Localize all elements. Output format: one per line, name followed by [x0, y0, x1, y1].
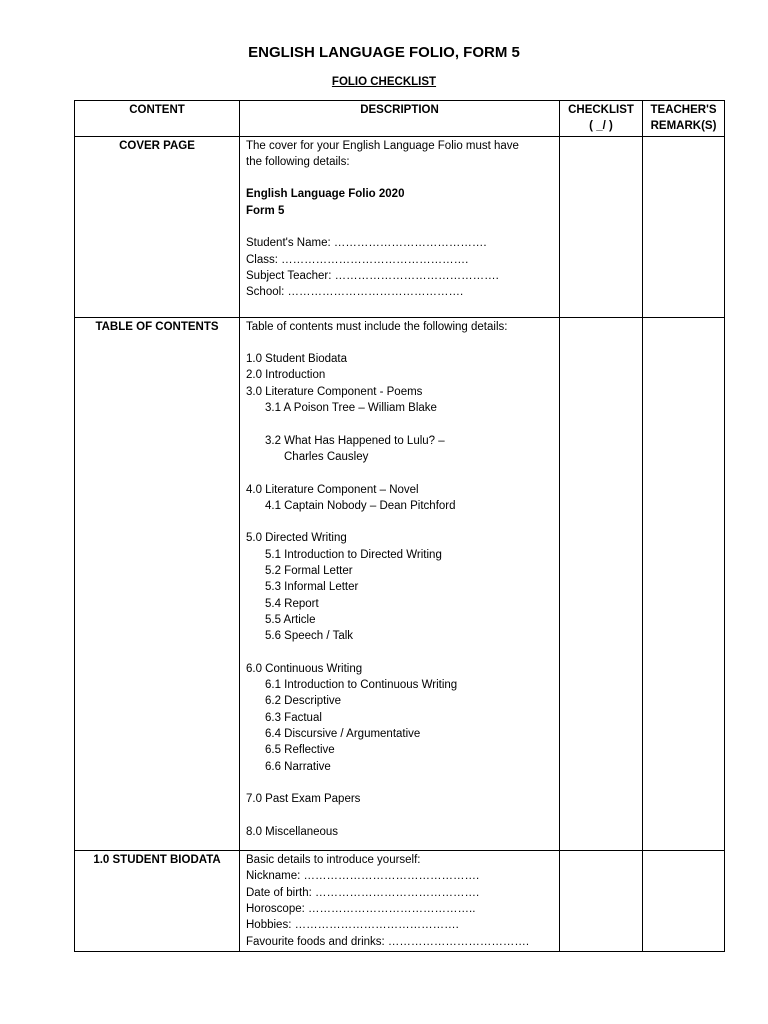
- toc-entry: 1.0 Student Biodata: [246, 353, 348, 366]
- description-line: Nickname: ……………………………………….: [246, 870, 480, 883]
- header-description: [240, 101, 560, 137]
- description-line: Student's Name: ………………………………….: [246, 237, 487, 250]
- description-line: School: ……………………………………….: [246, 286, 464, 299]
- line-gap: [246, 170, 553, 186]
- toc-subentry: 6.1 Introduction to Continuous Writing: [265, 679, 458, 692]
- toc-subentry: 3.2 What Has Happened to Lulu? –: [265, 434, 445, 447]
- toc-entry: 4.0 Literature Component – Novel: [246, 483, 419, 496]
- description-line: The cover for your English Language Folio must have: [246, 139, 519, 152]
- line-gap: [246, 219, 553, 235]
- header-content-label: CONTENT: [129, 104, 185, 116]
- description-line: Class: ………………………………………….: [246, 253, 469, 266]
- header-teacher-remarks: [643, 101, 725, 137]
- header-remark-label-1: TEACHER'S: [650, 104, 717, 116]
- header-checklist-mark: ( _/ ): [589, 120, 613, 133]
- description-cell: [240, 317, 560, 851]
- description-line: the following details:: [246, 155, 350, 168]
- header-checklist-label: CHECKLIST: [568, 104, 634, 116]
- header-row: [75, 101, 725, 137]
- description-line: Form 5: [246, 204, 285, 217]
- toc-subentry: Charles Causley: [284, 450, 369, 463]
- toc-subentry: 4.1 Captain Nobody – Dean Pitchford: [265, 499, 456, 512]
- line-gap: [246, 514, 553, 530]
- remark-cell: [643, 317, 725, 851]
- content-label: COVER PAGE: [119, 139, 195, 152]
- description-line: Basic details to introduce yourself:: [246, 854, 421, 867]
- toc-subentry: 5.3 Informal Letter: [265, 581, 359, 594]
- toc-subentry: 6.4 Discursive / Argumentative: [265, 727, 421, 740]
- description-line: Favourite foods and drinks: ……………………………….: [246, 935, 530, 948]
- header-remark-label-2: REMARK(S): [650, 120, 717, 133]
- description-line: English Language Folio 2020: [246, 188, 405, 201]
- line-gap: [246, 775, 553, 791]
- content-cell: [75, 136, 240, 317]
- line-gap: [246, 416, 553, 432]
- header-description-label: DESCRIPTION: [360, 104, 439, 116]
- toc-subentry: 6.6 Narrative: [265, 760, 331, 773]
- toc-subentry: 5.2 Formal Letter: [265, 565, 353, 578]
- description-line: Hobbies: …………………………………….: [246, 919, 459, 932]
- toc-subentry: 5.4 Report: [265, 597, 319, 610]
- toc-entry: 7.0 Past Exam Papers: [246, 793, 361, 806]
- toc-entry: 2.0 Introduction: [246, 369, 326, 382]
- toc-entry: 5.0 Directed Writing: [246, 532, 347, 545]
- line-gap: [246, 335, 553, 351]
- line-gap: [246, 465, 553, 481]
- description-line: Date of birth: …………………………………….: [246, 886, 480, 899]
- content-label: 1.0 STUDENT BIODATA: [93, 854, 221, 867]
- table-row-table-of-contents: [75, 317, 725, 851]
- toc-subentry: 5.1 Introduction to Directed Writing: [265, 548, 442, 561]
- table-row-cover-page: [75, 136, 725, 317]
- header-checklist: [560, 101, 643, 137]
- content-cell: [75, 317, 240, 851]
- document-subtitle: FOLIO CHECKLIST: [331, 76, 437, 88]
- header-content: [75, 101, 240, 137]
- remark-cell: [643, 136, 725, 317]
- document-title: ENGLISH LANGUAGE FOLIO, FORM 5: [248, 44, 520, 61]
- line-gap: [246, 645, 553, 661]
- description-line: Table of contents must include the following details:: [246, 320, 508, 333]
- checklist-cell: [560, 317, 643, 851]
- remark-cell: [643, 851, 725, 952]
- toc-entry: 8.0 Miscellaneous: [246, 825, 339, 838]
- checklist-cell: [560, 851, 643, 952]
- description-line: Horoscope: ……………………………………..: [246, 902, 476, 915]
- content-cell: [75, 851, 240, 952]
- toc-subentry: 5.6 Speech / Talk: [265, 630, 354, 643]
- toc-subentry: 6.2 Descriptive: [265, 695, 342, 708]
- description-cell: [240, 851, 560, 952]
- folio-checklist-table: [74, 100, 725, 952]
- toc-subentry: 6.3 Factual: [265, 711, 322, 724]
- toc-subentry: 5.5 Article: [265, 613, 316, 626]
- content-label: TABLE OF CONTENTS: [95, 320, 219, 333]
- checklist-cell: [560, 136, 643, 317]
- line-gap: [246, 807, 553, 823]
- toc-entry: 6.0 Continuous Writing: [246, 662, 363, 675]
- toc-subentry: 3.1 A Poison Tree – William Blake: [265, 402, 437, 415]
- description-line: Subject Teacher: …………………………………….: [246, 269, 499, 282]
- table-row-student-biodata: [75, 851, 725, 952]
- toc-subentry: 6.5 Reflective: [265, 744, 335, 757]
- description-cell: [240, 136, 560, 317]
- toc-entry: 3.0 Literature Component - Poems: [246, 385, 423, 398]
